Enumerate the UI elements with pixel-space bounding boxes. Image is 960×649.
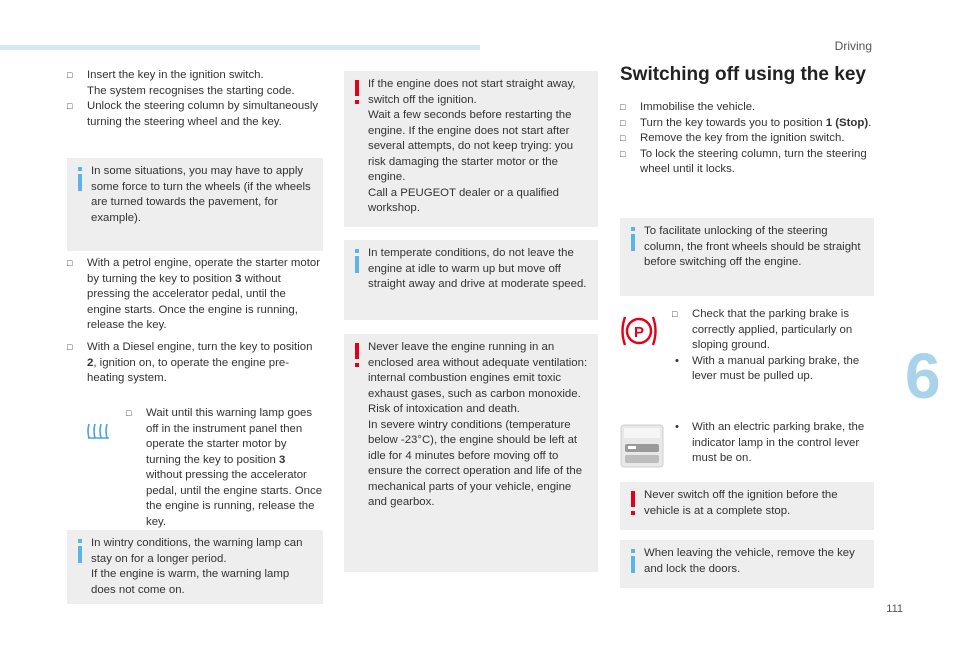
info-box-force: In some situations, you may have to apply some force to turn the wheels (if the wheels are turned towards the pavement, for example). (67, 158, 323, 251)
header-bar (0, 45, 480, 50)
start-steps (67, 68, 323, 130)
step-insert-key: □ Insert the key in the ignition switch. The system recognises the starting code. (67, 69, 295, 97)
step-lock-steering: □ To lock the steering column, turn the steering wheel until it locks. (620, 147, 867, 175)
electric-brake-step: • With an electric parking brake, the indicator lamp in the control lever must be on. (675, 421, 865, 464)
switch-off-steps (620, 100, 874, 178)
checkbox-icon: □ (67, 258, 73, 268)
checkbox-icon: □ (672, 309, 678, 319)
checkbox-icon: □ (67, 70, 73, 80)
chapter-number: 6 (905, 340, 941, 412)
step-remove-key: □ Remove the key from the ignition switch. (620, 131, 874, 147)
section-heading: Switching off using the key (620, 64, 866, 85)
parking-brake-icon (619, 313, 659, 349)
info-icon (74, 537, 88, 565)
warning-icon (627, 489, 641, 517)
info-box-leaving: When leaving the vehicle, remove the key and lock the doors. (620, 540, 874, 588)
info-box-wintry: In wintry conditions, the warning lamp can stay on for a longer period. If the engine is warm, the warning lamp does not come on. (67, 530, 323, 604)
warning-icon (351, 341, 365, 369)
step-unlock-steering: □ Unlock the steering column by simultaneously turning the steering wheel and the key. (67, 100, 319, 128)
step-immobilise: □ Immobilise the vehicle. (620, 100, 874, 116)
petrol-step: □ With a petrol engine, operate the starter motor by turning the key to position 3 without pressing the accelerator pedal, until the engine starts. Once the engine is running, release the key. (67, 257, 320, 331)
info-icon (351, 247, 365, 275)
info-box-temperate: In temperate conditions, do not leave the engine at idle to warm up but move off straight away and drive at moderate speed. (344, 240, 598, 320)
info-box-wheels: To facilitate unlocking of the steering column, the front wheels should be straight before switching off the engine. (620, 218, 874, 296)
info-icon (74, 165, 88, 193)
svg-text:P: P (633, 324, 645, 341)
info-icon (627, 225, 641, 253)
checkbox-icon: □ (67, 101, 73, 111)
checkbox-icon: □ (126, 408, 132, 418)
warning-box-stop: Never switch off the ignition before the vehicle is at a complete stop. (620, 482, 874, 530)
info-icon (627, 547, 641, 575)
preheat-lamp-icon (86, 422, 112, 440)
wait-lamp-step: □ Wait until this warning lamp goes off in the instrument panel then operate the starter motor by turning the key to position 3 without pressing the accelerator pedal, until the engine starts. Once the engine is running, release the key. (126, 407, 323, 528)
section-title: Driving (834, 39, 872, 53)
warning-box-start: If the engine does not start straight away, switch off the ignition. Wait a few seconds before restarting the engine. If the engine does not start after several attempts, do not keep trying: you risk damaging the starter motor or the engine. Call a PEUGEOT dealer or a qualified workshop. (344, 71, 598, 227)
warning-icon (351, 78, 365, 106)
electric-brake-lever-icon (620, 424, 664, 468)
warning-box-ventilation: Never leave the engine running in an enclosed area without adequate ventilation: internal combustion engines emit toxic exhaust gases, such as carbon monoxide. Risk of intoxication and death. In severe wintry conditions (temperature below -23°C), the engine should be left at idle for 4 minutes before moving off to ensure the correct operation and life of the mechanical parts of your vehicle, engine and gearbox. (344, 334, 598, 572)
checkbox-icon: □ (620, 148, 626, 159)
step-turn-key: □ Turn the key towards you to position 1 (Stop). (620, 116, 874, 132)
diesel-step: □ With a Diesel engine, turn the key to position 2, ignition on, to operate the engine pre-heating system. (67, 341, 313, 384)
checkbox-icon: □ (620, 102, 626, 112)
checkbox-icon: □ (620, 133, 626, 143)
page-number: 111 (886, 603, 903, 615)
parking-brake-steps: □ Check that the parking brake is correctly applied, particularly on sloping ground. • With a manual parking brake, the lever must be pulled up. (672, 308, 860, 382)
checkbox-icon: □ (620, 117, 626, 128)
checkbox-icon: □ (67, 342, 73, 352)
